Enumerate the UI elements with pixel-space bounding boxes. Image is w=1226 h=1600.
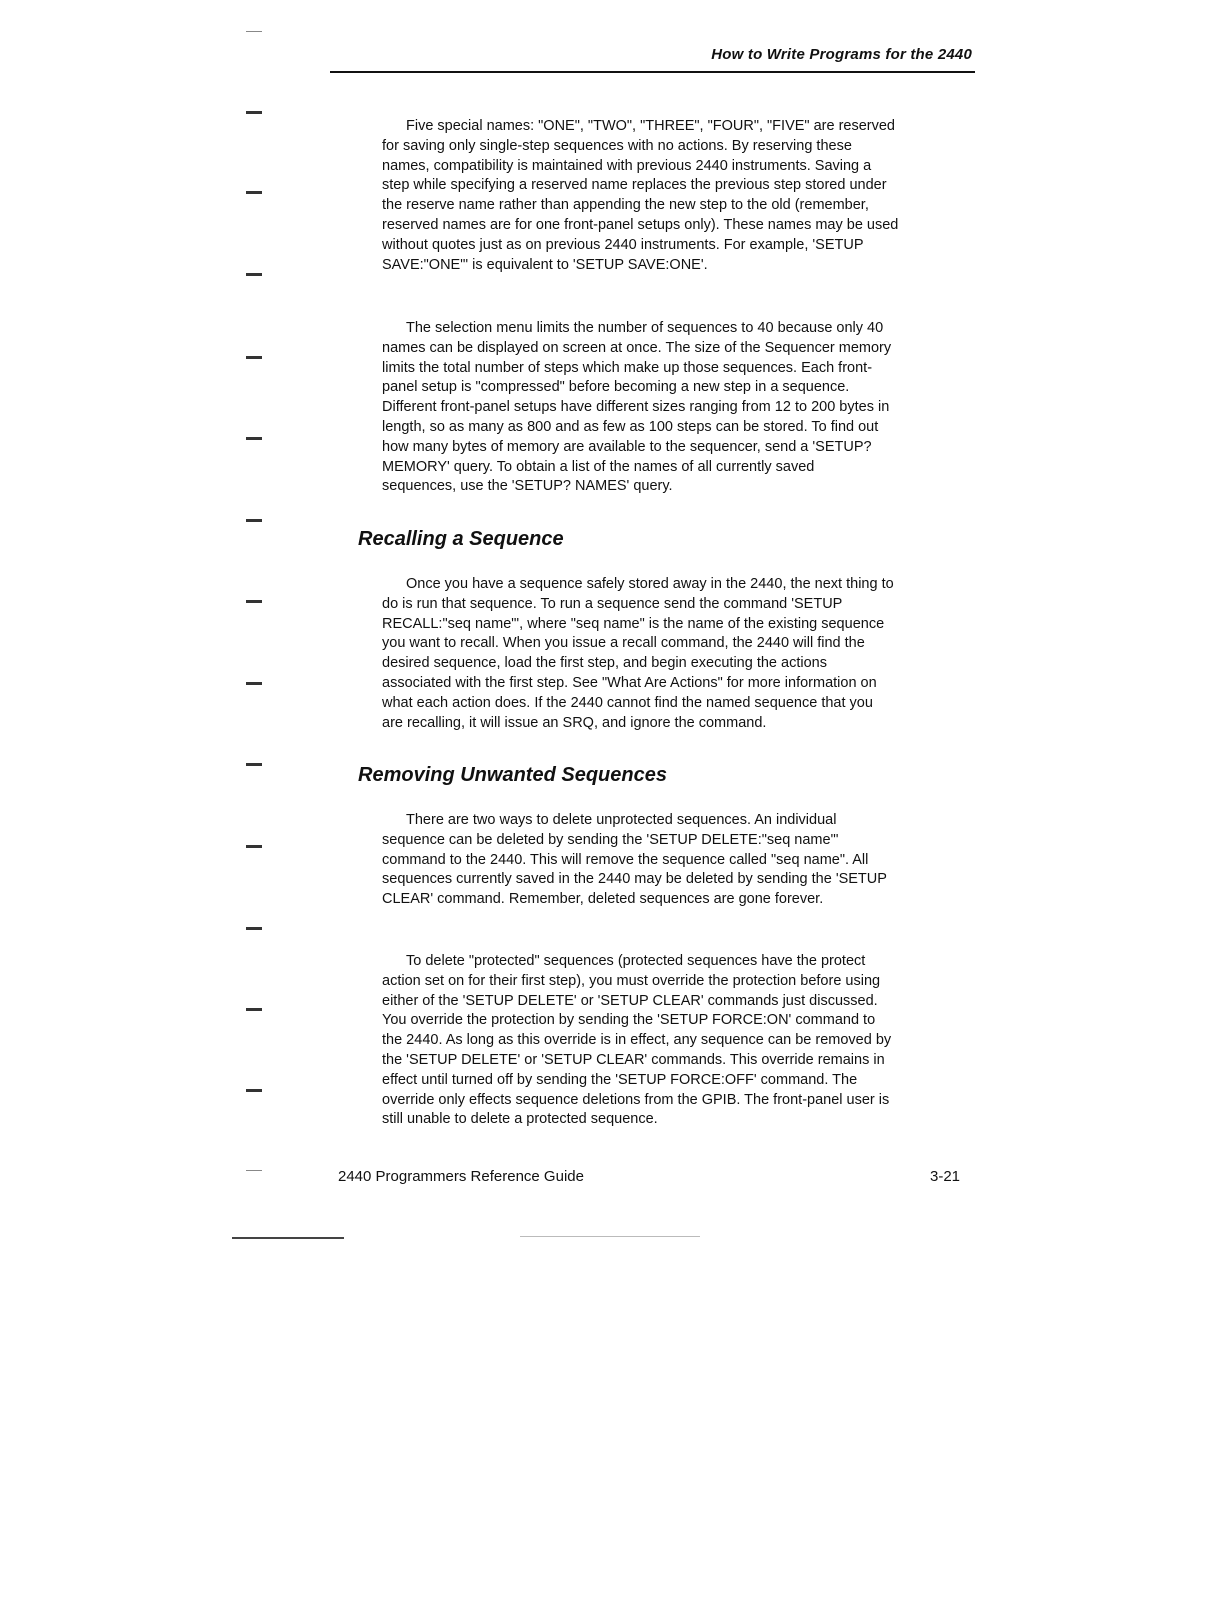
paragraph-recalling: Once you have a sequence safely stored away in the 2440, the next thing to do is run that sequence. To run a sequence send the command 'SETUP RECALL:"seq name"', where "seq name" is the name of the existing sequence you want to recall. When you issue a recall command, the 2440 will find the desired sequence, load the first step, and begin executing the actions associated with the first step. See "What Are Actions" for more information on what each action does. If the 2440 cannot find the named sequence that you are recalling, it will issue an SRQ, and ignore the command.	[382, 576, 894, 731]
margin-mark	[246, 273, 262, 276]
section-heading-removing: Removing Unwanted Sequences	[358, 764, 667, 786]
margin-mark	[246, 682, 262, 685]
scan-edge-line	[520, 1236, 700, 1237]
paragraph-removing-protected: To delete "protected" sequences (protected sequences have the protect action set on for their first step), you must override the protection before using either of the 'SETUP DELETE' or 'SETUP CLEAR' commands just discussed. You override the protection by sending the 'SETUP FORCE:ON' command to the 2440. As long as this override is in effect, any sequence can be removed by the 'SETUP DELETE' or 'SETUP CLEAR' commands. This override remains in effect until turned off by sending the 'SETUP FORCE:OFF' command. The override only effects sequence deletions from the GPIB. The front-panel user is still unable to delete a protected sequence.	[382, 953, 892, 1128]
margin-mark	[246, 519, 262, 522]
margin-mark	[246, 31, 262, 32]
footer-guide-title: 2440 Programmers Reference Guide	[338, 1168, 584, 1185]
margin-mark	[246, 191, 262, 194]
paragraph-selection-menu: The selection menu limits the number of sequences to 40 because only 40 names can be displayed on screen at once. The size of the Sequencer memory limits the total number of steps which make up those sequences. Each front- panel setup is "compressed" before becoming a new step in a sequence. Different front-panel setups have different sizes ranging from 12 to 200 bytes in length, so as many as 800 and as few as 100 steps can be stored. To find out how many bytes of memory are available to the sequencer, send a 'SETUP? MEMORY' query. To obtain a list of the names of all currently saved sequences, use the 'SETUP? NAMES' query.	[382, 320, 892, 495]
footer-page-number: 3-21	[930, 1168, 961, 1185]
scan-edge-line	[232, 1237, 344, 1239]
margin-mark	[246, 763, 262, 766]
margin-mark	[246, 600, 262, 603]
margin-mark	[246, 1170, 262, 1171]
margin-mark	[246, 845, 262, 848]
margin-mark	[246, 927, 262, 930]
paragraph-reserved-names: Five special names: "ONE", "TWO", "THREE", "FOUR", "FIVE" are reserved for saving only single-step sequences with no actions. By reserving these names, compatibility is maintained with previous 2440 instruments. Saving a step while specifying a reserved name replaces the previous step stored under the reserve name rather than appending the new step to the old (remember, reserved names are for one front-panel setups only). These names may be used without quotes just as on previous 2440 instruments. For example, 'SETUP SAVE:"ONE"' is equivalent to 'SETUP SAVE:ONE'.	[382, 118, 899, 273]
running-header: How to Write Programs for the 2440	[711, 46, 972, 63]
margin-mark	[246, 1089, 262, 1092]
section-heading-recalling: Recalling a Sequence	[358, 528, 564, 550]
paragraph-removing-unprotected: There are two ways to delete unprotected sequences. An individual sequence can be deleted by sending the 'SETUP DELETE:"seq name"' command to the 2440. This will remove the sequence called "seq name". All sequences currently saved in the 2440 may be deleted by sending the 'SETUP CLEAR' command. Remember, deleted sequences are gone forever.	[382, 812, 887, 908]
margin-mark	[246, 437, 262, 440]
margin-mark	[246, 111, 262, 114]
margin-mark	[246, 1008, 262, 1011]
margin-mark	[246, 356, 262, 359]
header-rule	[330, 71, 975, 73]
